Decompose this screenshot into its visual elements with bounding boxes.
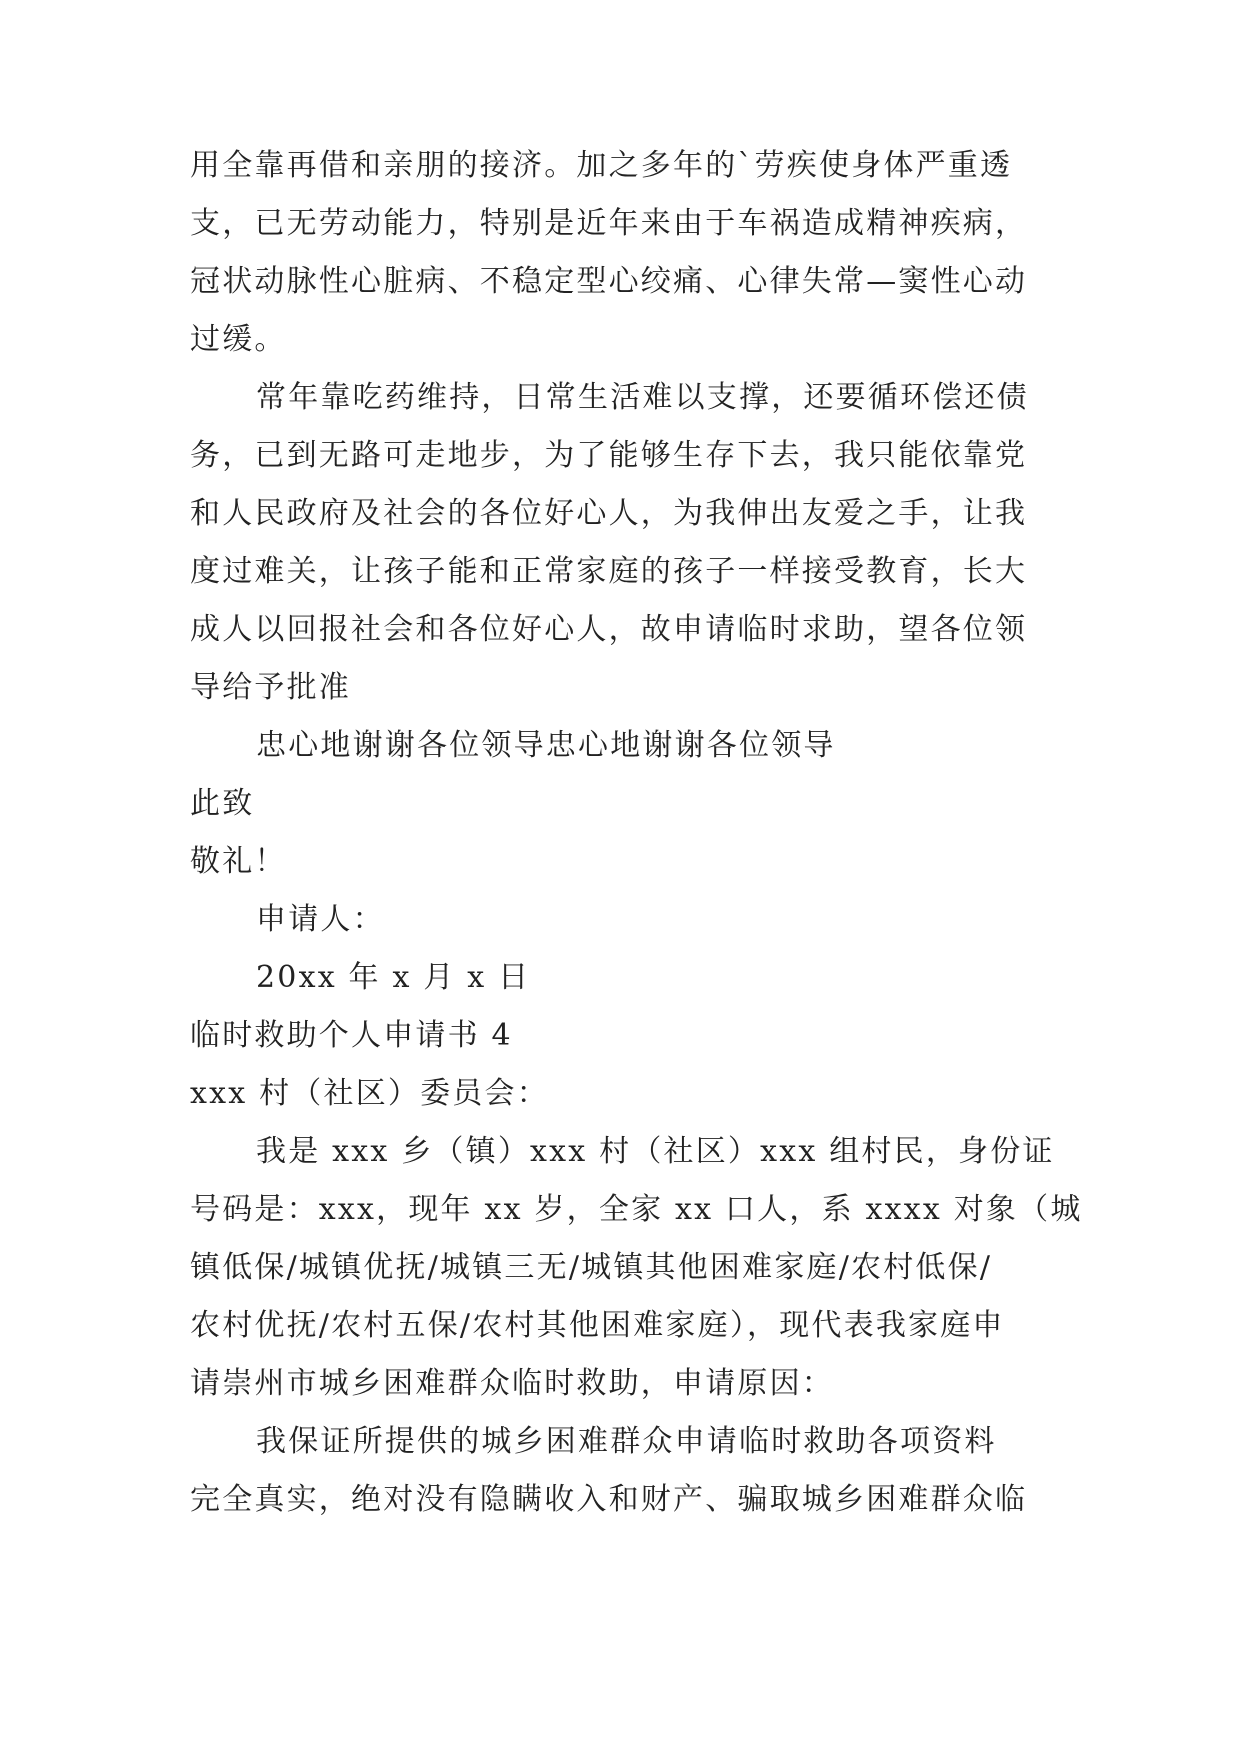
body-text-line: 镇低保/城镇优抚/城镇三无/城镇其他困难家庭/农村低保/: [190, 1250, 993, 1285]
body-text-line: 导给予批准: [190, 670, 351, 705]
applicant-label: 申请人：: [256, 902, 385, 937]
body-text-line: 务，已到无路可走地步，为了能够生存下去，我只能依靠党: [190, 438, 1028, 473]
paragraph-first-line: 常年靠吃药维持，日常生活难以支撑，还要循环偿还债: [256, 380, 1029, 415]
body-text-line: 农村优抚/农村五保/农村其他困难家庭），现代表我家庭申: [190, 1308, 1005, 1343]
body-text-line: 成人以回报社会和各位好心人，故申请临时求助，望各位领: [190, 612, 1028, 647]
body-text-line: 过缓。: [190, 322, 287, 357]
thanks-line: 忠心地谢谢各位领导忠心地谢谢各位领导: [256, 728, 836, 763]
paragraph-first-line: 我保证所提供的城乡困难群众申请临时救助各项资料: [256, 1424, 997, 1459]
body-text-line: 支，已无劳动能力，特别是近年来由于车祸造成精神疾病，: [190, 206, 1028, 241]
paragraph-first-line: 我是 xxx 乡（镇）xxx 村（社区）xxx 组村民，身份证: [256, 1134, 1055, 1169]
closing-regards: 敬礼！: [190, 844, 287, 879]
body-text-line: 和人民政府及社会的各位好心人，为我伸出友爱之手，让我: [190, 496, 1028, 531]
body-text-line: 用全靠再借和亲朋的接济。加之多年的`劳疾使身体严重透: [190, 148, 1013, 183]
body-text-line: 请崇州市城乡困难群众临时救助，申请原因：: [190, 1366, 834, 1401]
body-text-line: 完全真实，绝对没有隐瞒收入和财产、骗取城乡困难群众临: [190, 1482, 1028, 1517]
closing-salutation: 此致: [190, 786, 255, 821]
body-text-line: 度过难关，让孩子能和正常家庭的孩子一样接受教育，长大: [190, 554, 1028, 589]
date-line: 20xx 年 x 月 x 日: [256, 960, 531, 995]
section-title: 临时救助个人申请书 4: [190, 1018, 513, 1053]
body-text-line: 号码是：xxx，现年 xx 岁，全家 xx 口人，系 xxxx 对象（城: [190, 1192, 1083, 1227]
addressee-line: xxx 村（社区）委员会：: [190, 1076, 549, 1111]
body-text-line: 冠状动脉性心脏病、不稳定型心绞痛、心律失常—窦性心动: [190, 264, 1028, 299]
